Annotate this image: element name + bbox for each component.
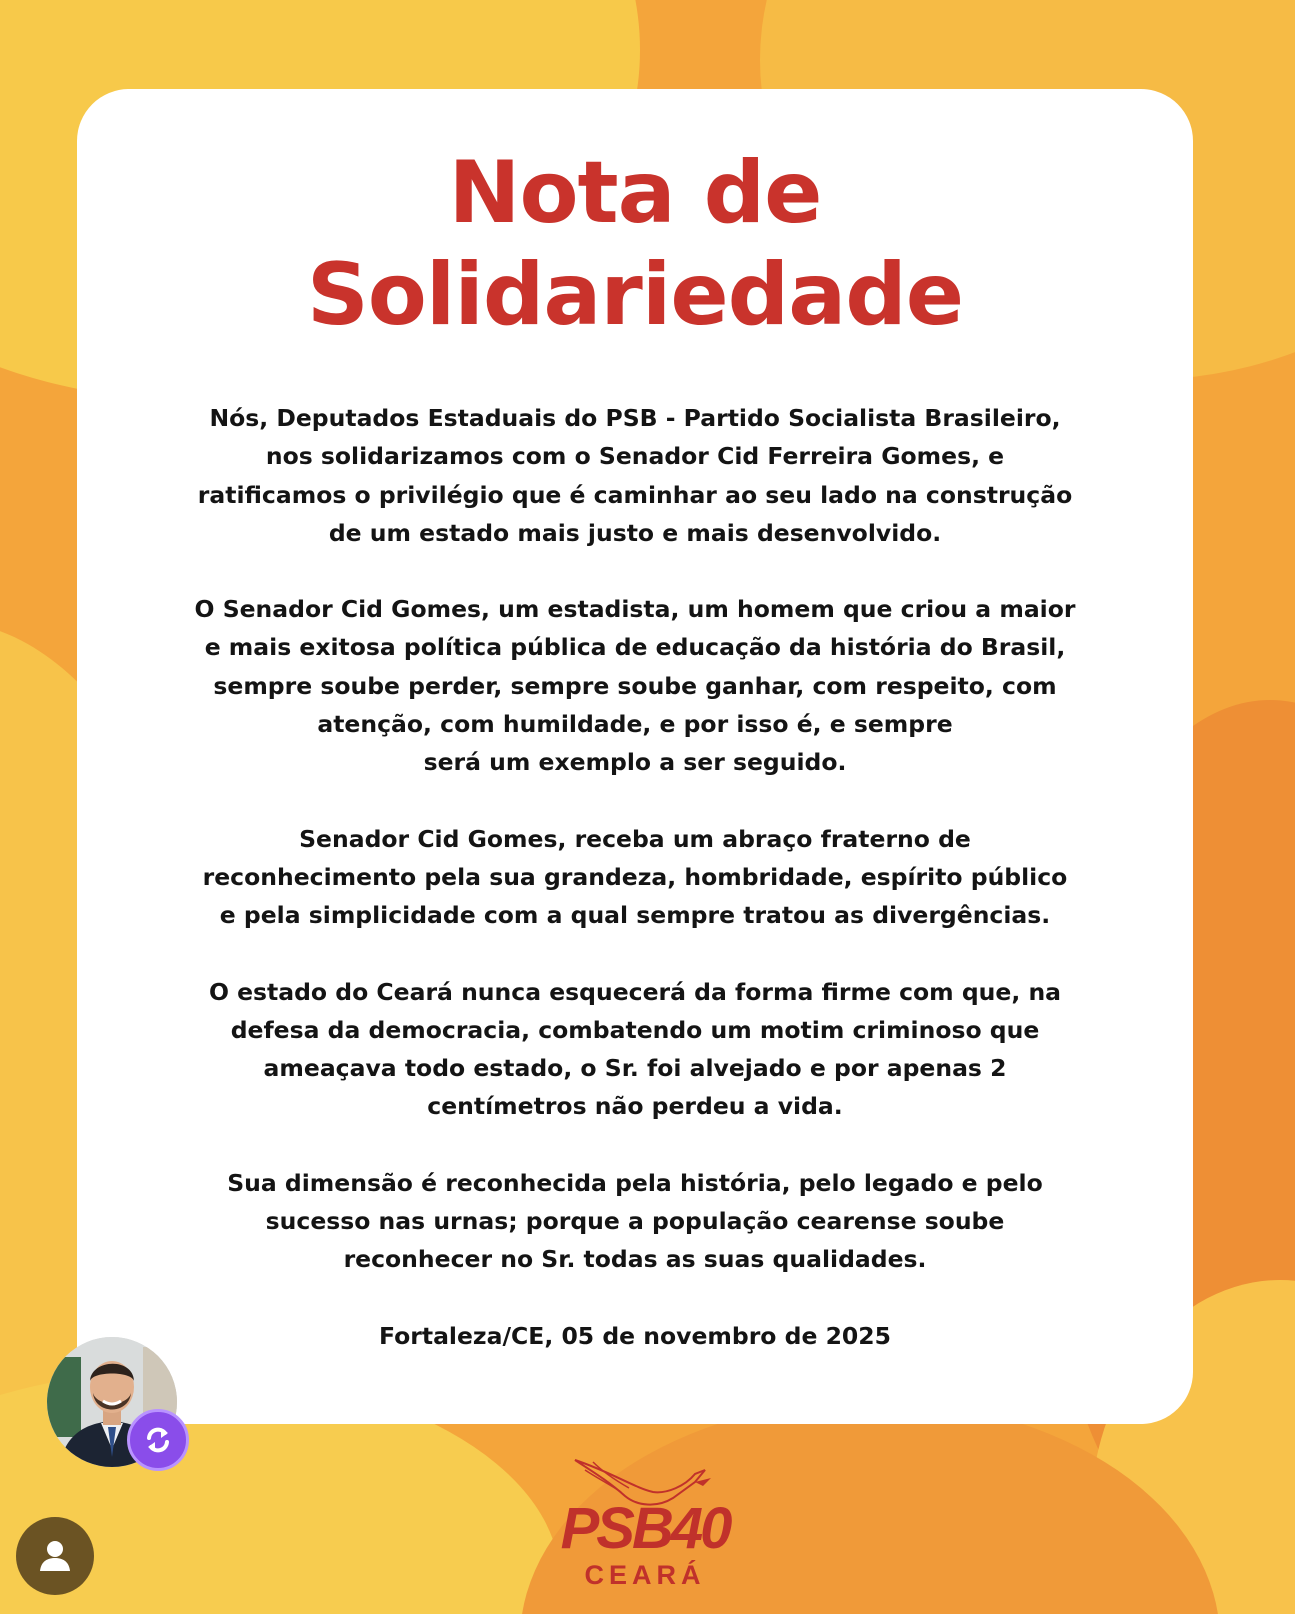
- paragraph-5: [77, 1164, 1193, 1279]
- text-line: reconhecimento pela sua grandeza, hombridade, espírito público: [202, 862, 1068, 891]
- text-line: sempre soube perder, sempre soube ganhar, com respeito, com: [213, 671, 1057, 700]
- text-line: e pela simplicidade com a qual sempre tratou as divergências.: [219, 901, 1051, 930]
- signature-date: [77, 1317, 1193, 1355]
- person-icon: [36, 1537, 74, 1575]
- post-title-line-1: Nota de: [448, 143, 822, 243]
- text-line: O Senador Cid Gomes, um estadista, um homem que criou a maior: [194, 595, 1076, 624]
- paragraph-4: [77, 973, 1193, 1126]
- text-line: ratificamos o privilégio que é caminhar ao seu lado na construção: [197, 480, 1073, 509]
- text-line: de um estado mais justo e mais desenvolvido.: [328, 518, 942, 547]
- text-line: defesa da democracia, combatendo um motim criminoso que: [230, 1015, 1040, 1044]
- text-line: Nós, Deputados Estaduais do PSB - Partido Socialista Brasileiro,: [209, 404, 1061, 432]
- text-line: ameaçava todo estado, o Sr. foi alvejado e por apenas 2: [263, 1054, 1007, 1083]
- logo-sub-text: CEARÁ: [584, 1560, 706, 1590]
- text-line: centímetros não perdeu a vida.: [427, 1092, 843, 1121]
- text-line: Sua dimensão é reconhecida pela história, pelo legado e pelo: [227, 1168, 1043, 1197]
- profile-button[interactable]: [16, 1517, 94, 1595]
- repost-icon: [141, 1423, 175, 1457]
- logo-main-text: PSB40: [560, 1496, 730, 1561]
- text-line: será um exemplo a ser seguido.: [423, 748, 847, 777]
- repost-badge[interactable]: [127, 1409, 189, 1471]
- text-line: atenção, com humildade, e por isso é, e sempre: [317, 710, 953, 739]
- reposter-avatar-button[interactable]: [47, 1337, 177, 1467]
- post-title-line-2: Solidariedade: [306, 245, 964, 345]
- text-line: reconhecer no Sr. todas as suas qualidades.: [343, 1245, 927, 1274]
- post-body: [77, 399, 1193, 1393]
- psb-logo: [545, 1452, 745, 1592]
- paragraph-1: [77, 399, 1193, 552]
- text-line: O estado do Ceará nunca esquecerá da forma firme com que, na: [208, 977, 1062, 1006]
- text-line: nos solidarizamos com o Senador Cid Ferreira Gomes, e: [265, 442, 1005, 471]
- paragraph-3: [77, 820, 1193, 935]
- text-line: Fortaleza/CE, 05 de novembro de 2025: [379, 1321, 891, 1350]
- paragraph-2: [77, 590, 1193, 781]
- text-line: sucesso nas urnas; porque a população cearense soube: [265, 1207, 1005, 1236]
- text-line: e mais exitosa política pública de educação da história do Brasil,: [204, 633, 1066, 662]
- post-card: [77, 89, 1193, 1424]
- text-line: Senador Cid Gomes, receba um abraço fraterno de: [299, 824, 971, 853]
